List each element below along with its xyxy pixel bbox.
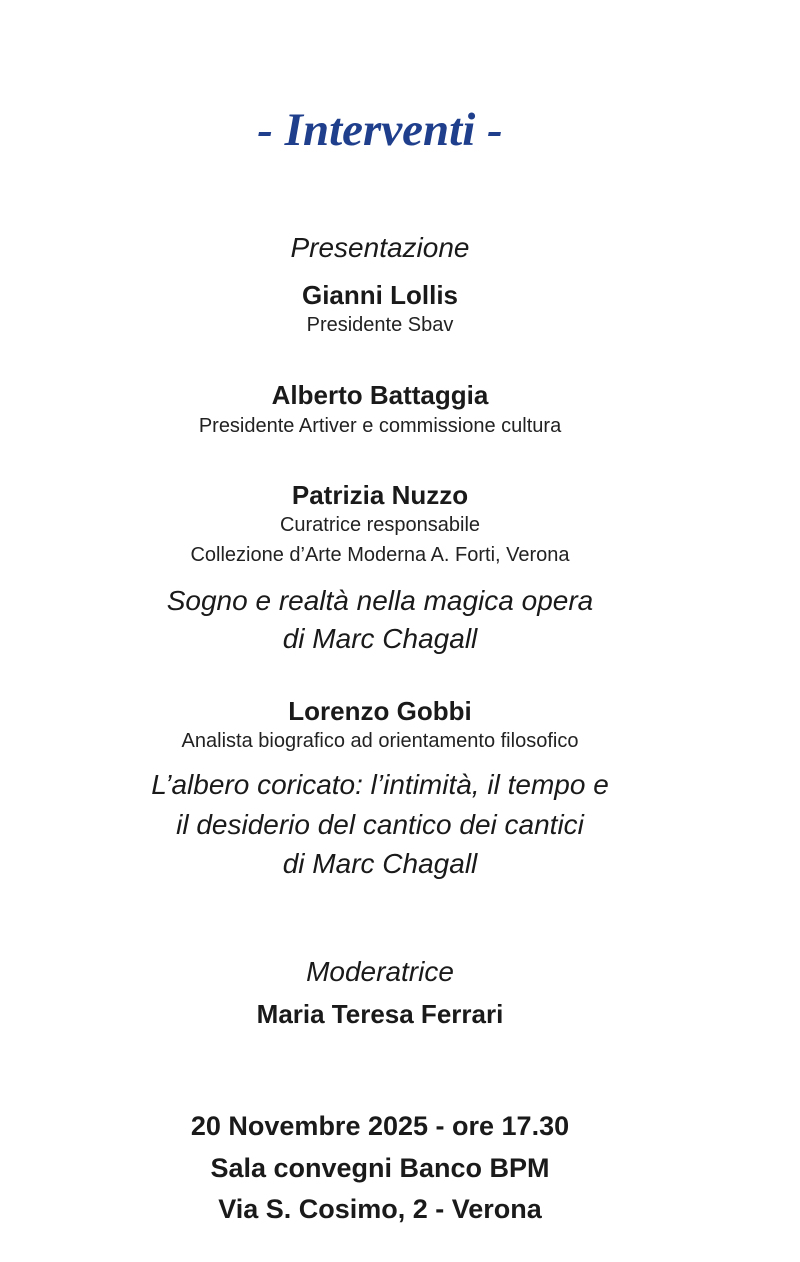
talk-title-line: di Marc Chagall xyxy=(282,623,478,654)
moderator-name: Maria Teresa Ferrari xyxy=(256,999,504,1029)
event-address: Via S. Cosimo, 2 - Verona xyxy=(218,1194,542,1224)
speaker-affiliation: Collezione d’Arte Moderna A. Forti, Verona xyxy=(190,544,570,566)
talk-title-line: il desiderio del cantico dei cantici xyxy=(176,809,584,840)
moderator-label: Moderatrice xyxy=(306,956,454,987)
speaker-role: Presidente Artiver e commissione cultura xyxy=(198,415,562,437)
talk-title-line: Sogno e realtà nella magica opera xyxy=(166,585,594,616)
talk-title-line: L’albero coricato: l’intimità, il tempo e xyxy=(151,769,609,800)
speaker-role: Analista biografico ad orientamento filosofico xyxy=(181,730,579,752)
speaker-name: Alberto Battaggia xyxy=(271,380,489,410)
event-date-time: 20 Novembre 2025 - ore 17.30 xyxy=(190,1111,570,1141)
page-title: - Interventi - xyxy=(257,104,503,156)
presenter-name: Gianni Lollis xyxy=(301,280,458,310)
speaker-name: Lorenzo Gobbi xyxy=(288,696,472,726)
event-venue: Sala convegni Banco BPM xyxy=(210,1153,550,1183)
talk-title-line: di Marc Chagall xyxy=(282,848,478,879)
speaker-name: Patrizia Nuzzo xyxy=(291,480,469,510)
presenter-role: Presidente Sbav xyxy=(306,314,454,336)
speaker-role: Curatrice responsabile xyxy=(279,514,481,536)
presentation-label: Presentazione xyxy=(290,232,470,263)
